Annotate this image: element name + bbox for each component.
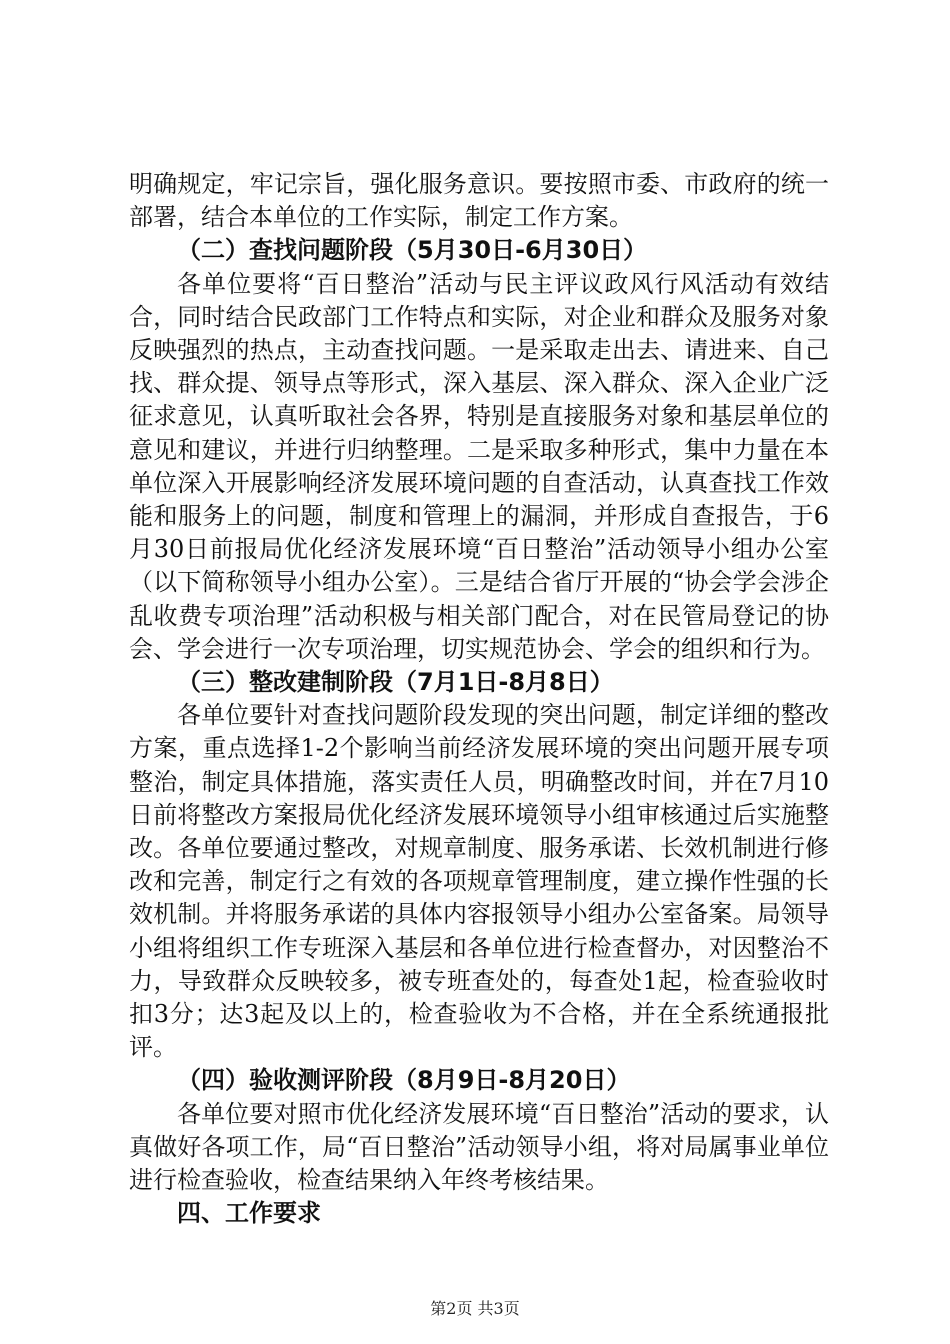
paragraph: 明确规定，牢记宗旨，强化服务意识。要按照市委、市政府的统一部署，结合本单位的工作实际，制定工作方案。 (129, 170, 829, 232)
paragraph: 各单位要对照市优化经济发展环境“百日整治”活动的要求，认真做好各项工作，局“百日整治”活动领导小组，将对局属事业单位进行检查验收，检查结果纳入年终考核结果。 (129, 1099, 829, 1195)
paragraph: 各单位要将“百日整治”活动与民主评议政风行风活动有效结合，同时结合民政部门工作特点和实际，对企业和群众及服务对象反映强烈的热点，主动查找问题。一是采取走出去、请进来、自己找、群众提、领导点等形式，深入基层、深入群众、深入企业广泛征求意见，认真听取社会各界，特别是直接服务对象和基层单位的意见和建议，并进行归纳整理。二是采取多种形式，集中力量在本单位深入开展影响经济发展环境问题的自查活动，认真查找工作效能和服务上的问题，制度和管理上的漏洞，并形成自查报告，于6月30日前报局优化经济发展环境“百日整治”活动领导小组办公室（以下简称领导小组办公室）。三是结合省厅开展的“协会学会涉企乱收费专项治理”活动积极与相关部门配合，对在民管局登记的协会、学会进行一次专项治理，切实规范协会、学会的组织和行为。 (129, 269, 829, 663)
section-heading: （四）验收测评阶段（8月9日-8月20日） (177, 1066, 631, 1095)
page-footer: 第2页 共3页 (430, 1299, 520, 1318)
section-heading: （二）查找问题阶段（5月30日-6月30日） (177, 236, 648, 265)
section-heading: （三）整改建制阶段（7月1日-8月8日） (177, 668, 614, 697)
section-heading: 四、工作要求 (177, 1199, 321, 1228)
document-body (129, 168, 829, 1231)
paragraph: 各单位要针对查找问题阶段发现的突出问题，制定详细的整改方案，重点选择1-2个影响当前经济发展环境的突出问题开展专项整治，制定具体措施，落实责任人员，明确整改时间，并在7月10日前将整改方案报局优化经济发展环境领导小组审核通过后实施整改。各单位要通过整改，对规章制度、服务承诺、长效机制进行修改和完善，制定行之有效的各项规章管理制度，建立操作性强的长效机制。并将服务承诺的具体内容报领导小组办公室备案。局领导小组将组织工作专班深入基层和各单位进行检查督办，对因整治不力，导致群众反映较多，被专班查处的，每查处1起，检查验收时扣3分；达3起及以上的，检查验收为不合格，并在全系统通报批评。 (129, 701, 829, 1062)
